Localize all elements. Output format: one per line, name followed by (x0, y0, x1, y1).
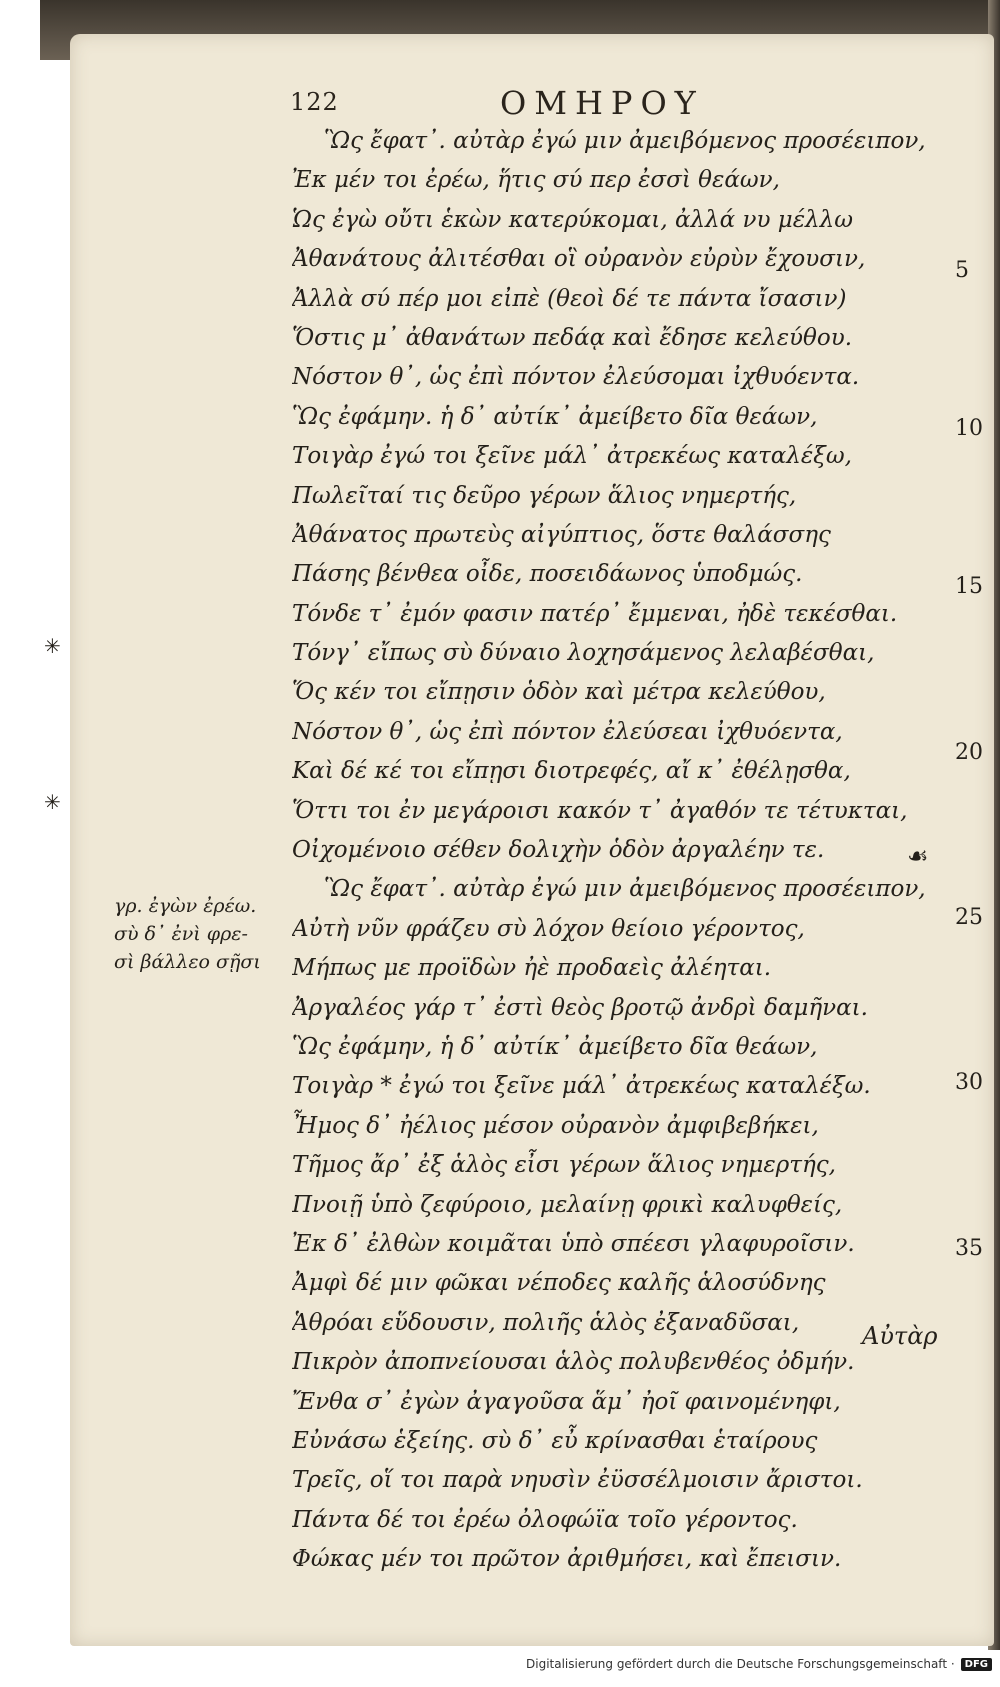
running-head: ΟΜΗΡΟΥ (500, 84, 704, 122)
fleuron-ornament: ☙ (907, 842, 929, 870)
gloss-line: γρ. ἐγὼν ἐρέω. (114, 895, 257, 917)
verse-line: Ὅττι τοι ἐν μεγάροισι κακόν τ᾽ ἀγαθόν τε τέτυκται, (292, 797, 908, 824)
line-number: 35 (955, 1236, 983, 1261)
verse-line: Νόστον θ᾽, ὡς ἐπὶ πόντον ἐλεύσεαι ἰχθυόεντα, (292, 718, 843, 745)
verse-line: Ἀργαλέος γάρ τ᾽ ἐστὶ θεὸς βροτῷ ἀνδρὶ δαμῆναι. (292, 994, 868, 1021)
verse-line: Ὡς ἐγὼ οὔτι ἑκὼν κατερύκομαι, ἀλλά νυ μέλλω (292, 206, 853, 233)
verse-line: Νόστον θ᾽, ὡς ἐπὶ πόντον ἐλεύσομαι ἰχθυόεντα. (292, 364, 860, 391)
verse-line: Ὣς ἔφατ᾽. αὐτὰρ ἐγώ μιν ἀμειβόμενος προσέειπον, (324, 876, 926, 903)
verse-line: Τῆμος ἄρ᾽ ἐξ ἁλὸς εἶσι γέρων ἅλιος νημερτής, (292, 1152, 836, 1179)
margin-mark: ✳ (44, 634, 61, 658)
verse-line: Πικρὸν ἀποπνείουσαι ἁλὸς πολυβενθέος ὀδμήν. (292, 1349, 855, 1376)
verse-line: Ἀλλὰ σύ πέρ μοι εἰπὲ (θεοὶ δέ τε πάντα ἴσασιν) (292, 285, 847, 312)
verse-line: Ἀθάνατος πρωτεὺς αἰγύπτιος, ὅστε θαλάσσης (292, 521, 831, 548)
verse-line: Τρεῖς, οἵ τοι παρὰ νηυσὶν ἐϋσσέλμοισιν ἄριστοι. (292, 1467, 863, 1494)
line-number: 20 (955, 740, 983, 765)
verse-line: Ἔνθα σ᾽ ἐγὼν ἀγαγοῦσα ἅμ᾽ ἠοῖ φαινομένηφι, (292, 1388, 841, 1415)
verse-line: Ἁθρόαι εὕδουσιν, πολιῆς ἁλὸς ἐξαναδῦσαι, (292, 1309, 800, 1336)
verse-line: Αὐτὴ νῦν φράζευ σὺ λόχον θείοιο γέροντος, (292, 915, 805, 942)
verse-line: Ὣς ἔφατ᾽. αὐτὰρ ἐγώ μιν ἀμειβόμενος προσέειπον, (324, 128, 926, 154)
verse-line: Καὶ δέ κέ τοι εἴπῃσι διοτρεφές, αἴ κ᾽ ἐθέλῃσθα, (292, 758, 851, 785)
verse-line: Φώκας μέν τοι πρῶτον ἀριθμήσει, καὶ ἔπεισιν. (292, 1546, 842, 1573)
verse-line: Ὣς ἐφάμην, ἡ δ᾽ αὐτίκ᾽ ἀμείβετο δῖα θεάων, (292, 1033, 818, 1060)
gloss-line: σὺ δ᾽ ἐνὶ φρε- (114, 923, 248, 945)
verse-line: Ἐκ δ᾽ ἐλθὼν κοιμᾶται ὑπὸ σπέεσι γλαφυροῖσιν. (292, 1230, 855, 1257)
verse-line: Ἀθανάτους ἀλιτέσθαι οἳ οὐρανὸν εὐρὺν ἔχουσιν, (292, 246, 866, 273)
verse-line: Πωλεῖταί τις δεῦρο γέρων ἅλιος νημερτής, (292, 482, 797, 509)
verse-line: Πάντα δέ τοι ἐρέω ὀλοφώϊα τοῖο γέροντος. (292, 1506, 798, 1533)
catchword: Αὐτὰρ (862, 1322, 938, 1350)
verse-line: Ὣς ἐφάμην. ἡ δ᾽ αὐτίκ᾽ ἀμείβετο δῖα θεάων, (292, 403, 818, 430)
verse-line: Ὅς κέν τοι εἴπῃσιν ὁδὸν καὶ μέτρα κελεύθου, (292, 679, 826, 706)
verse-line: Πνοιῇ ὑπὸ ζεφύροιο, μελαίνῃ φρικὶ καλυφθείς, (292, 1191, 843, 1218)
verse-line: Πάσης βένθεα οἶδε, ποσειδάωνος ὑποδμώς. (292, 561, 803, 588)
marginal-gloss (114, 892, 314, 976)
line-number: 25 (955, 905, 983, 930)
dfg-logo: DFG (961, 1658, 992, 1671)
digitization-footer (526, 1657, 992, 1671)
verse-line: Μήπως με προϊδὼν ἠὲ προδαεὶς ἀλέηται. (292, 955, 772, 982)
line-number: 5 (955, 258, 969, 283)
verse-line: Τόνγ᾽ εἴπως σὺ δύναιο λοχησάμενος λελαβέσθαι, (292, 640, 875, 667)
footer-credit: Digitalisierung gefördert durch die Deutsche Forschungsgemeinschaft · (526, 1657, 955, 1671)
verse-line: Ὅστις μ᾽ ἀθανάτων πεδάᾳ καὶ ἔδησε κελεύθου. (292, 324, 853, 351)
verse-line: Ἦμος δ᾽ ἠέλιος μέσον οὐρανὸν ἀμφιβεβήκει, (292, 1112, 819, 1139)
verse-line: Τόνδε τ᾽ ἐμόν φασιν πατέρ᾽ ἔμμεναι, ἠδὲ τεκέσθαι. (292, 600, 898, 627)
verse-line: Ἀμφὶ δέ μιν φῶκαι νέποδες καλῆς ἁλοσύδνης (292, 1270, 826, 1297)
line-number: 15 (955, 574, 983, 599)
line-number: 10 (955, 416, 983, 441)
verse-block (292, 122, 942, 1579)
verse-line: Ἐκ μέν τοι ἐρέω, ἥτις σύ περ ἐσσὶ θεάων, (292, 167, 780, 194)
verse-line: Τοιγὰρ * ἐγώ τοι ξεῖνε μάλ᾽ ἀτρεκέως καταλέξω. (292, 1073, 871, 1100)
gloss-line: σὶ βάλλεο σῇσι (114, 951, 261, 973)
margin-mark: ✳ (44, 790, 61, 814)
verse-line: Τοιγὰρ ἐγώ τοι ξεῖνε μάλ᾽ ἀτρεκέως καταλέξω, (292, 443, 852, 470)
line-number: 30 (955, 1070, 983, 1095)
page-number: 122 (290, 88, 339, 116)
verse-line: Οἰχομένοιο σέθεν δολιχὴν ὁδὸν ἀργαλέην τε. (292, 837, 825, 864)
verse-line: Εὐνάσω ἑξείης. σὺ δ᾽ εὖ κρίνασθαι ἑταίρους (292, 1427, 818, 1454)
